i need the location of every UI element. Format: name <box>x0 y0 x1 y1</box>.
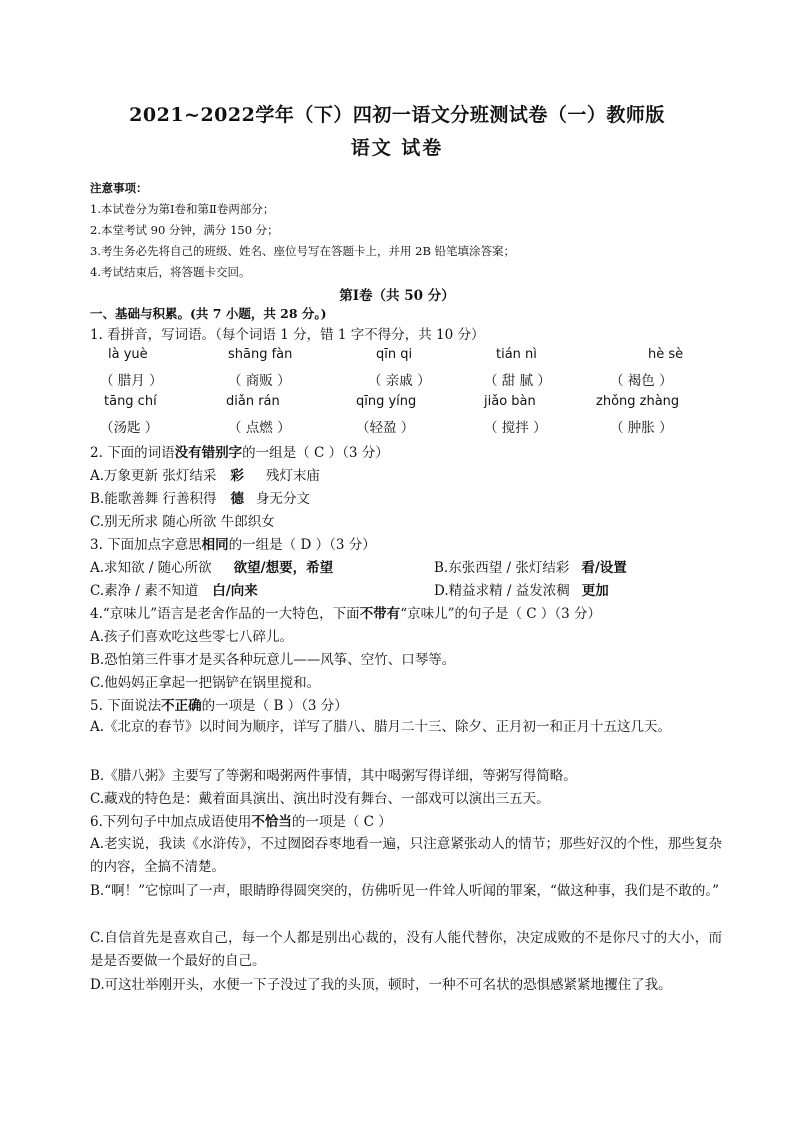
pinyin: tāng chí <box>104 394 157 409</box>
answer-note: 白/向来 <box>212 583 258 599</box>
pinyin: jiǎo bàn <box>484 394 536 409</box>
option-a: A.万象更新 张灯结采 彩 残灯末庙 <box>90 468 320 484</box>
option-a: A.孩子们喜欢吃这些零七八碎儿。 <box>90 629 294 645</box>
question-2-stem: 2. 下面的词语没有错别字的一组是（ C ）（3 分） <box>90 445 389 461</box>
option-c: C.藏戏的特色是：戴着面具演出、演出时没有舞台、一部戏可以演出三五天。 <box>90 791 550 807</box>
pinyin: qīng yíng <box>356 394 417 409</box>
option-a: A.老实说，我读《水浒传》，不过囫囵吞枣地看一遍，只注意紧张动人的情节；那些好汉的个性，那些复杂的内容，全搞不清楚。 <box>90 836 722 875</box>
note-item: 4.考试结束后，将答题卡交回。 <box>90 265 251 279</box>
pinyin: là yuè <box>108 347 148 362</box>
pinyin: zhǒng zhàng <box>596 394 680 409</box>
option-b: B.恐怕第三件事才是买各种玩意儿——风筝、空竹、口琴等。 <box>90 652 456 668</box>
answer-word: （ 点燃 ） <box>228 420 291 436</box>
answer-correction: 彩 <box>230 468 244 484</box>
part-heading: 第Ⅰ卷（共 50 分） <box>339 288 455 304</box>
option-a: A.《北京的春节》以时间为顺序，详写了腊八、腊月二十三、除夕、正月初一和正月十五这几天。 <box>90 719 672 735</box>
question-1-stem: 1. 看拼音，写词语。（每个词语 1 分，错 1 字不得分，共 10 分） <box>90 327 485 343</box>
answer-note: 欲望/想要，希望 <box>233 560 334 576</box>
question-5-stem: 5. 下面说法不正确的一项是（ B ）（3 分） <box>90 698 348 714</box>
answer-word: （ 搅拌 ） <box>484 420 547 436</box>
option-d: D.精益求精 / 益发浓稠 更加 <box>434 583 609 599</box>
option-b: B.“啊！”它惊叫了一声，眼睛睁得圆突突的，仿佛听见一件耸人听闻的罪案，“做这种事，我们是不敢的。” <box>90 883 720 899</box>
answer-word: （轻盈 ） <box>356 420 415 436</box>
note-item: 1.本试卷分为第Ⅰ卷和第Ⅱ卷两部分； <box>90 202 275 216</box>
question-6-stem: 6.下列句子中加点成语使用不恰当的一项是（ C ） <box>90 814 392 830</box>
answer-word: （ 商贩 ） <box>228 373 291 389</box>
option-d: D.可这壮举刚开头，水便一下子没过了我的头顶，顿时，一种不可名状的恐惧感紧紧地攫住了我。 <box>90 977 672 993</box>
option-b: B.东张西望 / 张灯结彩 看/设置 <box>434 560 627 576</box>
option-a: A.求知欲 / 随心所欲 欲望/想要，希望 <box>90 560 334 576</box>
question-4-stem: 4.“京味儿”语言是老舍作品的一大特色，下面不带有“京味儿”的句子是（ C ）（3 分） <box>90 606 602 622</box>
pinyin: hè sè <box>648 347 684 362</box>
note-item: 2.本堂考试 90 分钟，满分 150 分； <box>90 223 279 237</box>
pinyin: shāng fàn <box>228 347 293 362</box>
answer-note: 看/设置 <box>581 560 627 576</box>
option-b: B.能歌善舞 行善积得 德 身无分文 <box>90 491 311 507</box>
notes-heading: 注意事项： <box>90 181 148 195</box>
answer-word: （ 亲戚 ） <box>368 373 431 389</box>
section-heading: 一、基础与积累。(共 7 小题，共 28 分。) <box>90 306 327 321</box>
option-b: B.《腊八粥》主要写了等粥和喝粥两件事情，其中喝粥写得详细，等粥写得简略。 <box>90 768 577 784</box>
answer-word: （ 褐色 ） <box>610 373 673 389</box>
answer-word: （ 甜 腻 ） <box>484 373 551 389</box>
option-c: C.自信首先是喜欢自己，每一个人都是别出心裁的，没有人能代替你，决定成败的不是你尺寸的大小，而是是否要做一个最好的自己。 <box>90 930 722 969</box>
pinyin: tián nì <box>496 347 537 362</box>
pinyin: diǎn rán <box>226 394 280 409</box>
answer-word: （汤匙 ） <box>100 420 159 436</box>
note-item: 3.考生务必先将自己的班级、姓名、座位号写在答题卡上，并用 2B 铅笔填涂答案； <box>90 244 516 258</box>
answer-note: 更加 <box>581 583 609 599</box>
answer-word: （ 腊月 ） <box>100 373 163 389</box>
page-subtitle: 语文 试卷 <box>350 137 444 159</box>
page-title: 2021~2022学年（下）四初一语文分班测试卷（一）教师版 <box>129 104 665 126</box>
pinyin: qīn qi <box>376 347 413 362</box>
question-3-stem: 3. 下面加点字意思相同的一组是（ D ）（3 分） <box>90 537 376 553</box>
option-c: C.素净 / 素不知道 白/向来 <box>90 583 258 599</box>
answer-correction: 德 <box>230 491 245 507</box>
option-c: C.他妈妈正拿起一把锅铲在锅里搅和。 <box>90 675 321 691</box>
option-c: C.别无所求 随心所欲 牛郎织女 <box>90 514 275 530</box>
answer-word: （ 肿胀 ） <box>610 420 673 436</box>
